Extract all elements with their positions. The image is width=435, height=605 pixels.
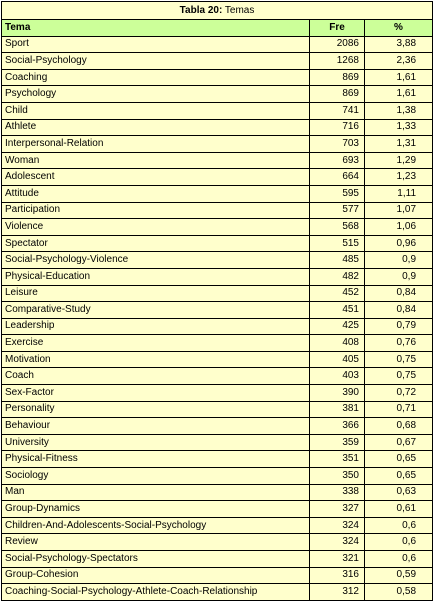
cell-fre: 1268 [310,53,365,70]
cell-pct: 0,6 [365,534,433,551]
cell-fre: 405 [310,351,365,368]
table-row [2,86,433,103]
cell-fre: 568 [310,219,365,236]
cell-fre: 408 [310,335,365,352]
cell-pct: 0,59 [365,567,433,584]
table-row [2,385,433,402]
cell-tema: Leisure [2,285,310,302]
cell-tema: Group-Cohesion [2,567,310,584]
caption-label: Tabla 20: [179,4,223,16]
cell-pct: 0,75 [365,351,433,368]
cell-tema: Leadership [2,318,310,335]
table-row [2,468,433,485]
cell-fre: 425 [310,318,365,335]
cell-fre: 664 [310,169,365,186]
cell-pct: 0,84 [365,302,433,319]
table-row [2,152,433,169]
cell-fre: 390 [310,385,365,402]
cell-pct: 3,88 [365,36,433,53]
cell-pct: 0,61 [365,501,433,518]
cell-tema: Sex-Factor [2,385,310,402]
cell-tema: Sport [2,36,310,53]
table-row [2,219,433,236]
cell-pct: 1,07 [365,202,433,219]
table-row [2,534,433,551]
cell-tema: Man [2,484,310,501]
table-row [2,418,433,435]
cell-tema: Psychology [2,86,310,103]
cell-pct: 0,67 [365,434,433,451]
table-row [2,302,433,319]
header-row [2,20,433,37]
table-row [2,318,433,335]
cell-fre: 485 [310,252,365,269]
cell-pct: 0,72 [365,385,433,402]
cell-fre: 324 [310,534,365,551]
table-row [2,567,433,584]
cell-fre: 451 [310,302,365,319]
cell-fre: 366 [310,418,365,435]
cell-tema: Interpersonal-Relation [2,136,310,153]
cell-fre: 515 [310,235,365,252]
cell-pct: 1,33 [365,119,433,136]
table-body [2,36,433,600]
cell-tema: Violence [2,219,310,236]
cell-tema: University [2,434,310,451]
cell-fre: 577 [310,202,365,219]
table-row [2,136,433,153]
table-row [2,501,433,518]
cell-pct: 0,58 [365,584,433,601]
cell-pct: 1,23 [365,169,433,186]
column-header-fre: Fre [310,20,365,37]
table-row [2,69,433,86]
cell-pct: 1,61 [365,69,433,86]
table-row [2,285,433,302]
cell-tema: Coaching [2,69,310,86]
column-header-pct: % [365,20,433,37]
table-row [2,335,433,352]
table-row [2,268,433,285]
table-row [2,451,433,468]
cell-pct: 0,63 [365,484,433,501]
table-row [2,102,433,119]
cell-tema: Children-And-Adolescents-Social-Psychology [2,517,310,534]
cell-fre: 312 [310,584,365,601]
table-row [2,551,433,568]
cell-pct: 1,06 [365,219,433,236]
cell-fre: 741 [310,102,365,119]
cell-tema: Spectator [2,235,310,252]
cell-fre: 716 [310,119,365,136]
cell-tema: Sociology [2,468,310,485]
cell-pct: 0,6 [365,551,433,568]
cell-pct: 0,9 [365,268,433,285]
cell-pct: 0,79 [365,318,433,335]
cell-tema: Physical-Education [2,268,310,285]
cell-tema: Motivation [2,351,310,368]
cell-fre: 359 [310,434,365,451]
cell-fre: 703 [310,136,365,153]
caption-title: Temas [222,4,255,16]
cell-pct: 1,31 [365,136,433,153]
table-caption [2,2,433,20]
cell-fre: 381 [310,401,365,418]
cell-pct: 1,61 [365,86,433,103]
cell-fre: 324 [310,517,365,534]
table-row [2,368,433,385]
cell-tema: Social-Psychology-Violence [2,252,310,269]
cell-pct: 0,84 [365,285,433,302]
cell-fre: 327 [310,501,365,518]
cell-fre: 351 [310,451,365,468]
cell-tema: Coach [2,368,310,385]
cell-tema: Athlete [2,119,310,136]
table-row [2,235,433,252]
cell-fre: 321 [310,551,365,568]
cell-pct: 0,68 [365,418,433,435]
cell-tema: Adolescent [2,169,310,186]
temas-table [1,1,433,601]
table-row [2,401,433,418]
cell-fre: 869 [310,86,365,103]
table-row [2,351,433,368]
table-row [2,584,433,601]
cell-tema: Woman [2,152,310,169]
table-row [2,517,433,534]
cell-fre: 482 [310,268,365,285]
table-row [2,169,433,186]
column-header-tema: Tema [2,20,310,37]
cell-tema: Comparative-Study [2,302,310,319]
cell-pct: 0,76 [365,335,433,352]
table-row [2,434,433,451]
cell-fre: 869 [310,69,365,86]
cell-pct: 0,71 [365,401,433,418]
cell-fre: 338 [310,484,365,501]
table-row [2,185,433,202]
cell-tema: Social-Psychology [2,53,310,70]
cell-tema: Participation [2,202,310,219]
table-row [2,53,433,70]
cell-pct: 0,6 [365,517,433,534]
cell-pct: 0,65 [365,451,433,468]
cell-tema: Group-Dynamics [2,501,310,518]
cell-pct: 2,36 [365,53,433,70]
table-container [1,1,432,601]
cell-fre: 403 [310,368,365,385]
cell-pct: 1,29 [365,152,433,169]
cell-pct: 0,65 [365,468,433,485]
cell-pct: 1,38 [365,102,433,119]
cell-fre: 693 [310,152,365,169]
cell-tema: Coaching-Social-Psychology-Athlete-Coach-Relationship [2,584,310,601]
table-row [2,484,433,501]
cell-tema: Personality [2,401,310,418]
cell-tema: Exercise [2,335,310,352]
cell-tema: Child [2,102,310,119]
table-row [2,119,433,136]
cell-tema: Behaviour [2,418,310,435]
cell-fre: 452 [310,285,365,302]
table-row [2,252,433,269]
cell-tema: Attitude [2,185,310,202]
cell-pct: 0,9 [365,252,433,269]
cell-fre: 595 [310,185,365,202]
cell-tema: Review [2,534,310,551]
cell-fre: 316 [310,567,365,584]
cell-tema: Physical-Fitness [2,451,310,468]
cell-pct: 0,75 [365,368,433,385]
caption-row [2,2,433,20]
cell-fre: 350 [310,468,365,485]
cell-pct: 1,11 [365,185,433,202]
cell-tema: Social-Psychology-Spectators [2,551,310,568]
cell-pct: 0,96 [365,235,433,252]
cell-fre: 2086 [310,36,365,53]
table-row [2,202,433,219]
table-row [2,36,433,53]
